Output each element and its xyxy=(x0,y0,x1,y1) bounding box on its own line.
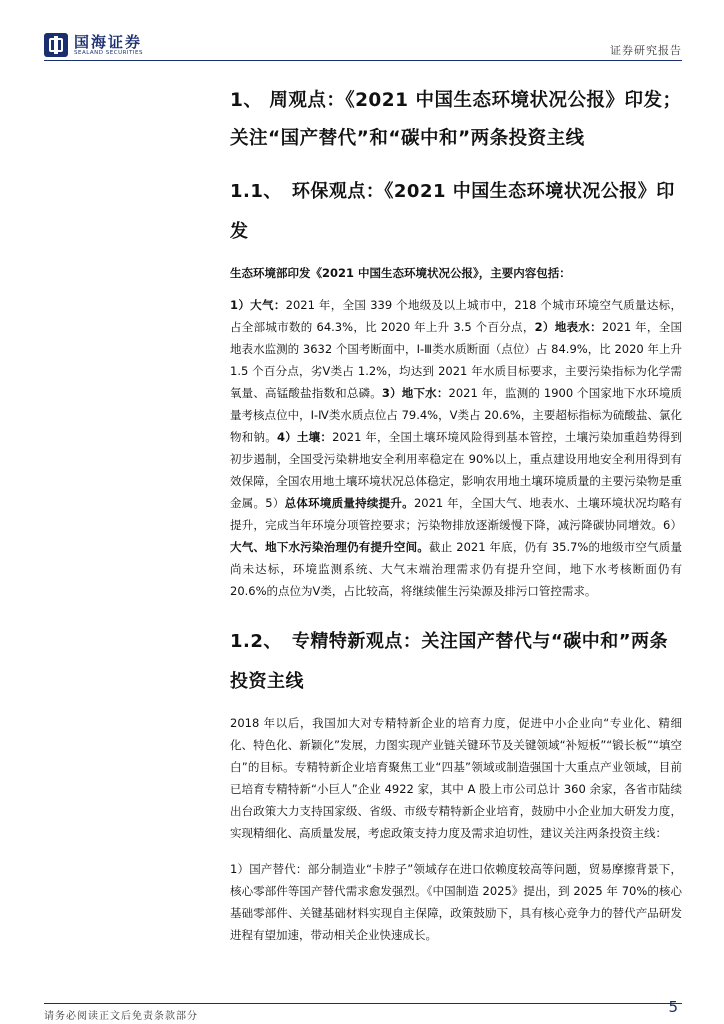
logo-icon xyxy=(44,33,68,57)
logo-text xyxy=(74,34,143,57)
body-label-soil: 4）土壤： xyxy=(276,430,333,444)
body-label-surface-water: 2）地表水： xyxy=(534,320,602,334)
disclaimer-note: 请务必阅读正文后免责条款部分 xyxy=(44,1011,198,1022)
section-1-title-line2: 关注“国产替代”和“碳中和”两条投资主线 xyxy=(230,128,585,149)
main-content xyxy=(230,82,682,960)
header-divider xyxy=(44,60,682,61)
page-header xyxy=(0,0,724,62)
section-1-2-title-line1: 专精特新观点：关注国产替代与“碳中和”两条 xyxy=(291,631,669,652)
section-1-1-title-line2: 发 xyxy=(230,221,249,242)
page-number: 5 xyxy=(668,998,678,1016)
body-text-air: 2021 年，全国 339 个地级及以上城市中，218 个城市环境空气质量达标，占全部城市数的 64.3%，比 2020 年上升 3.5 个百分点， xyxy=(230,298,682,334)
company-logo xyxy=(44,33,143,57)
section-1-1-body xyxy=(230,294,682,602)
body-text-overall: 2021 年，全国大气、地表水、土壤环境状况均略有提升，完成当年环境分项管控要求；污染物排放逐渐缓慢下降，减污降碳协同增效。6） xyxy=(230,496,682,532)
section-1-2-paragraph-2: 1）国产替代：部分制造业“卡脖子”领域存在进口依赖度较高等问题，贸易摩擦背景下，核心零部件等国产替代需求愈发强烈。《中国制造 2025》提出，到 2025 年 70%的核心基础零部件、关键基础材料实现自主保障，政策鼓励下，具有核心竞争力的替代产品研发进程有望加速，带动相关企业快速成长。 xyxy=(230,862,682,942)
section-1-1-heading xyxy=(230,172,682,252)
section-1-1-title-line1: 环保观点：《2021 中国生态环境状况公报》印 xyxy=(291,181,675,202)
body-text-soil: 2021 年，全国土壤环境风险得到基本管控，土壤污染加重趋势得到初步遏制，全国受污染耕地安全利用率稳定在 90%以上，重点建设用地安全利用得到有效保障，全国农用地土壤环境状况总体稳定，影响农用地土壤环境质量的主要污染物是重金属。5） xyxy=(230,430,682,510)
section-1-2-title-line2: 投资主线 xyxy=(230,671,304,692)
section-1-1-lead: 生态环境部印发《2021 中国生态环境状况公报》，主要内容包括： xyxy=(230,266,571,280)
section-1-title-line1: 1、 周观点：《2021 中国生态环境状况公报》印发； xyxy=(230,90,682,111)
section-1-2-number: 1.2、 xyxy=(230,631,282,652)
body-label-overall: 总体环境质量持续提升。 xyxy=(284,496,414,510)
section-1-1-number: 1.1、 xyxy=(230,181,282,202)
body-label-air: 1）大气： xyxy=(230,298,286,312)
report-type-label: 证券研究报告 xyxy=(610,44,682,57)
logo-en: SEALAND SECURITIES xyxy=(74,49,144,56)
body-text-surface-water: 2021 年，全国地表水监测的 3632 个国考断面中，Ⅰ-Ⅲ类水质断面（点位）占 84.9%，比 2020 年上升 1.5 个百分点，劣Ⅴ类占 1.2%，均达到 2021 年水质目标要求，主要污染指标为化学需氧量、高锰酸盐指数和总磷。 xyxy=(230,320,682,400)
section-1-2-paragraph-1: 2018 年以后，我国加大对专精特新企业的培育力度，促进中小企业向“专业化、精细化、特色化、新颖化”发展，力图实现产业链关键环节及关键领域“补短板”“锻长板”“填空白”的目标。专精特新企业培育聚焦工业“四基”领域或制造强国十大重点产业领域，目前已培育专精特新“小巨人”企业 4922 家，其中 A 股上市公司总计 360 余家，各省市陆续出台政策大力支持国家级、省级、市级专精特新企业培育，鼓励中小企业加大研发力度，实现精细化、高质量发展，考虑政策支持力度及需求迫切性，建议关注两条投资主线： xyxy=(230,716,682,840)
body-text-pollution: 截止 2021 年底，仍有 35.7%的地级市空气质量尚未达标，环境监测系统、大气末端治理需求仍有提升空间，地下水考核断面仍有 20.6%的点位为Ⅴ类，占比较高，将继续催生污染源及排污口管控需求。 xyxy=(230,540,683,598)
section-1-heading xyxy=(230,82,682,158)
body-text-groundwater: 2021 年，监测的 1900 个国家地下水环境质量考核点位中，Ⅰ-Ⅳ类水质点位占 79.4%，Ⅴ类占 20.6%，主要超标指标为硫酸盐、氯化物和钠。 xyxy=(230,386,683,444)
body-label-groundwater: 3）地下水： xyxy=(381,386,449,400)
section-1-2-heading xyxy=(230,622,682,702)
body-label-pollution: 大气、地下水污染治理仍有提升空间。 xyxy=(230,540,430,554)
logo-cn: 国海证券 xyxy=(74,32,143,51)
footer-divider xyxy=(44,1003,682,1004)
